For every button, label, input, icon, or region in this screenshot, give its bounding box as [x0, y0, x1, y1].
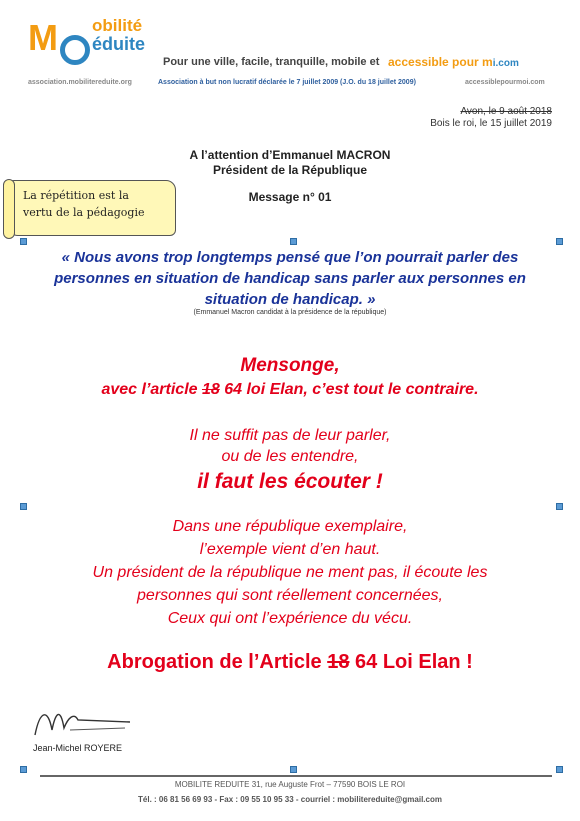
suffit-line1: Il ne suffit pas de leur parler,: [189, 427, 391, 444]
message-number: Message n° 01: [248, 190, 332, 204]
logo-word-mobilite: obilité: [92, 16, 143, 35]
resize-handle[interactable]: [290, 766, 297, 773]
footer-contact: Tél. : 06 81 56 69 93 - Fax : 09 55 10 95 33 - courriel : mobilitereduite@gmail.com: [138, 795, 442, 804]
rep-line5: Ceux qui ont l’expérience du vécu.: [167, 610, 413, 627]
website-link[interactable]: association.mobilitereduite.org: [28, 79, 132, 86]
scroll-note-line1: La répétition est la: [23, 189, 129, 202]
scroll-note[interactable]: [8, 180, 176, 236]
article-line: avec l’article 18 64 loi Elan, c’est tout le contraire.: [101, 381, 479, 398]
scroll-note-line2: vertu de la pédagogie: [23, 206, 145, 219]
resize-handle[interactable]: [556, 238, 563, 245]
footer-address: MOBILITE REDUITE 31, rue Auguste Frot – 77590 BOIS LE ROI: [174, 780, 406, 789]
logo-word-reduite: éduite: [92, 34, 146, 54]
logo-letter-m: M: [28, 17, 57, 58]
logo-wheelchair-icon: [60, 35, 90, 65]
rep-line3: Un président de la république ne ment pas, il écoute les: [92, 564, 488, 581]
rep-line4: personnes qui sont réellement concernées,: [137, 587, 443, 604]
republique-paragraph: [0, 515, 580, 630]
macron-quote: « Nous avons trop longtemps pensé que l’on pourrait parler des personnes en situation de handicap sans parler aux personnes en situation de handicap. »: [54, 249, 526, 308]
resize-handle[interactable]: [20, 238, 27, 245]
quote-citation: (Emmanuel Macron candidat à la présidence de la république): [193, 309, 387, 316]
tagline-accent: accessible pour mi.com: [388, 55, 519, 69]
signature-image: [30, 700, 140, 742]
abrogation-heading: Abrogation de l’Article 18 64 Loi Elan !: [107, 651, 473, 673]
signature-name: Jean-Michel ROYERE: [33, 743, 123, 753]
resize-handle[interactable]: [556, 503, 563, 510]
website2-link[interactable]: accessiblepourmoi.com: [465, 79, 545, 86]
rep-line2: l’exemple vient d’en haut.: [199, 541, 381, 558]
recipient-title: Président de la République: [212, 163, 368, 177]
footer-divider: [40, 775, 552, 777]
resize-handle[interactable]: [20, 503, 27, 510]
mensonge-heading: Mensonge,: [240, 355, 340, 376]
date-new: Bois le roi, le 15 juillet 2019: [430, 118, 552, 129]
ecouter-line: il faut les écouter !: [197, 470, 383, 493]
resize-handle[interactable]: [290, 238, 297, 245]
date-old: Avon, le 9 août 2018: [460, 106, 552, 117]
suffit-line2: ou de les entendre,: [221, 448, 359, 465]
attention-line: A l’attention d’Emmanuel MACRON: [189, 148, 391, 162]
resize-handle[interactable]: [556, 766, 563, 773]
tagline: Pour une ville, facile, tranquille, mobile et: [163, 56, 380, 68]
rep-line1: Dans une république exemplaire,: [172, 518, 408, 535]
legal-notice: Association à but non lucratif déclarée le 7 juillet 2009 (J.O. du 18 juillet 2009): [158, 79, 416, 86]
resize-handle[interactable]: [20, 766, 27, 773]
